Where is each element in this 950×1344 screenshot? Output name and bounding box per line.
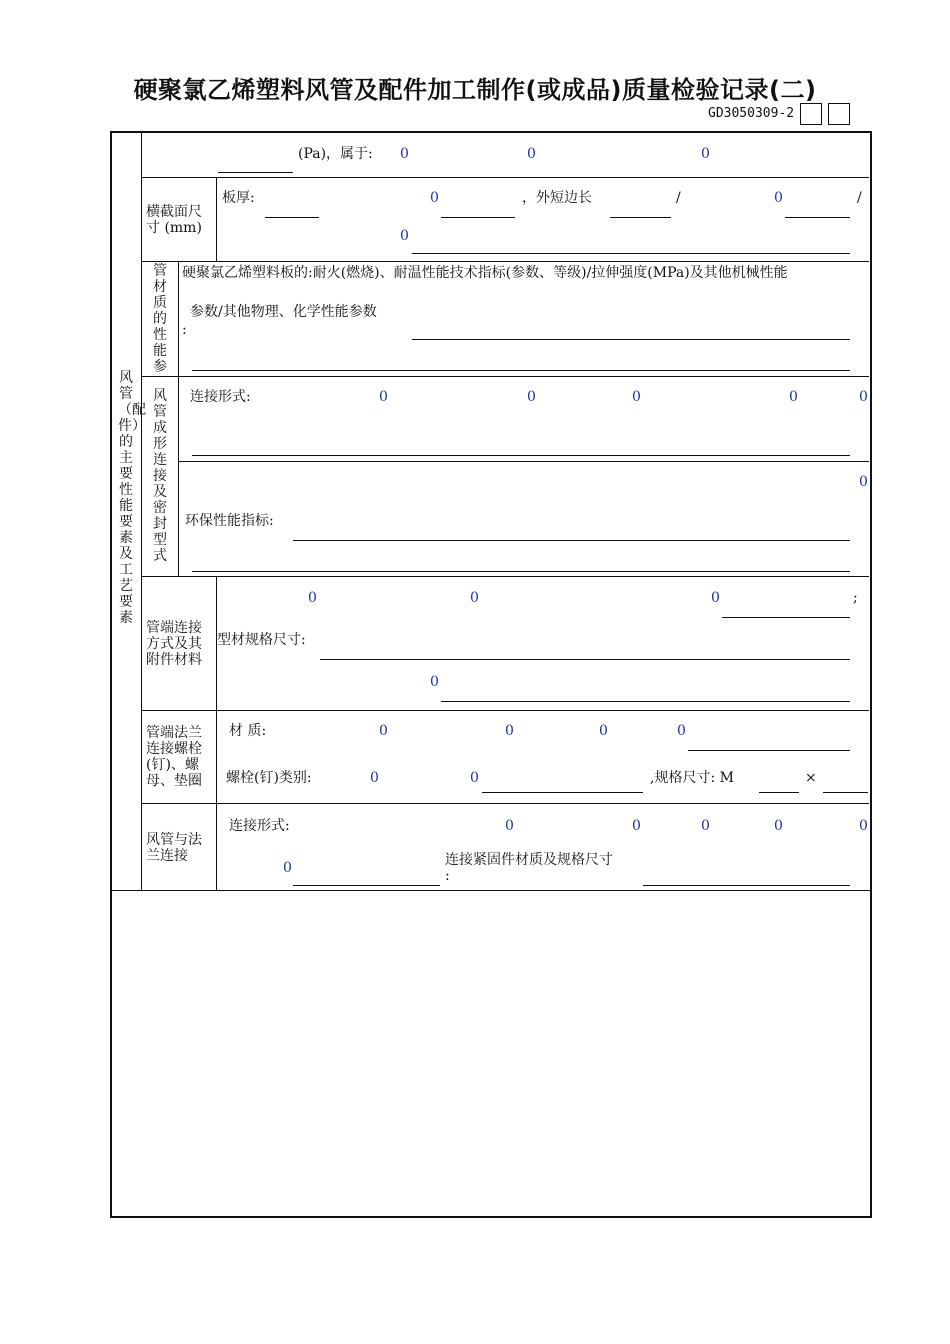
material-text-2: 参数/其他物理、化学性能参数 [190,304,377,320]
col-divider [216,177,217,261]
section-blank[interactable] [785,217,850,218]
section-blank[interactable] [412,253,850,254]
fastener-colon: : [445,868,450,884]
side-column-divider [141,133,142,891]
times-sign: × [805,770,817,786]
pressure-unit-label: (Pa)，属于: [298,146,373,162]
connect-value[interactable]: 0 [632,389,641,405]
end-value[interactable]: 0 [430,674,439,690]
section-value[interactable]: 0 [774,190,783,206]
side-label: 风管（配件）的主要性能要素及工艺要素 [118,370,146,626]
end-value[interactable]: 0 [308,590,317,606]
fastener-blank[interactable] [643,885,850,886]
section-label: 横截面尺寸 (mm) [146,204,202,236]
connect-value[interactable]: 0 [789,389,798,405]
duct-flange-label: 风管与法兰连接 [146,832,202,864]
material-blank[interactable] [192,370,850,371]
duct-connect-value[interactable]: 0 [701,818,710,834]
fastener-label: 连接紧固件材质及规格尺寸 [445,852,613,868]
end-value[interactable]: 0 [470,590,479,606]
duct-connect-value[interactable]: 0 [859,818,868,834]
section-blank[interactable] [441,217,515,218]
row-divider [141,803,869,804]
material-field-label: 材 质: [229,723,267,739]
duct-connect-value[interactable]: 0 [505,818,514,834]
profile-blank[interactable] [320,659,850,660]
flange-material-value[interactable]: 0 [599,723,608,739]
pressure-value[interactable]: 0 [527,146,536,162]
semicolon: ; [853,590,858,606]
duct-connect-value[interactable]: 0 [774,818,783,834]
duct-connect-label: 连接形式: [229,818,290,834]
material-label: 管材质的性能参 [153,263,167,375]
section-bottom-line [110,890,870,891]
col-divider [216,576,217,890]
env-value[interactable]: 0 [859,474,868,490]
thickness-label: 板厚: [222,190,255,206]
profile-label: 型材规格尺寸: [217,632,306,648]
row-divider [141,576,869,577]
env-blank[interactable] [293,540,850,541]
thickness-blank[interactable] [265,217,319,218]
row-divider [141,261,869,262]
connect-form-label: 连接形式: [190,389,251,405]
size-blank[interactable] [759,792,799,793]
bolt-value[interactable]: 0 [470,770,479,786]
short-side-label: ，外短边长 [522,190,592,206]
end-blank[interactable] [722,617,850,618]
connect-blank[interactable] [192,455,850,456]
flange-label: 管端法兰连接螺栓(钉)、螺母、垫圈 [146,725,202,789]
flange-material-value[interactable]: 0 [505,723,514,739]
col-divider [178,261,179,576]
bolt-value[interactable]: 0 [370,770,379,786]
row-divider [141,376,869,377]
material-text: 硬聚氯乙烯塑料板的:耐火(燃烧)、耐温性能技术指标(参数、等级)/拉伸强度(MPa)及其他机械性能 [182,265,788,281]
row-divider [178,461,869,462]
section-value[interactable]: 0 [430,190,439,206]
code-box-2[interactable] [828,103,850,125]
env-label: 环保性能指标: [185,513,274,529]
connect-value[interactable]: 0 [379,389,388,405]
flange-material-value[interactable]: 0 [379,723,388,739]
size-blank[interactable] [823,792,868,793]
pressure-blank[interactable] [218,172,293,173]
pressure-value[interactable]: 0 [701,146,710,162]
end-value[interactable]: 0 [711,590,720,606]
bolt-blank[interactable] [482,792,643,793]
size-label: ,规格尺寸: M [650,770,734,786]
page-title: 硬聚氯乙烯塑料风管及配件加工制作(或成品)质量检验记录(二) [133,76,817,104]
slash: / [857,190,862,206]
forming-label: 风管成形连接及密封型式 [153,388,167,564]
flange-material-value[interactable]: 0 [677,723,686,739]
pressure-value[interactable]: 0 [400,146,409,162]
material-blank[interactable] [412,339,850,340]
connect-value[interactable]: 0 [527,389,536,405]
connect-value[interactable]: 0 [859,389,868,405]
blank-remarks-area[interactable] [113,893,867,1211]
doc-code: GD3050309-2 [708,106,795,121]
material-colon: : [182,322,187,338]
short-side-blank[interactable] [610,217,671,218]
code-box-1[interactable] [800,103,822,125]
row-divider [141,710,869,711]
end-blank[interactable] [441,701,850,702]
end-connect-label: 管端连接方式及其附件材料 [146,620,202,668]
env-blank[interactable] [192,571,850,572]
section-value[interactable]: 0 [400,228,409,244]
flange-material-blank[interactable] [688,750,850,751]
duct-connect-blank[interactable] [293,885,440,886]
duct-connect-value[interactable]: 0 [283,860,292,876]
row-divider [141,177,869,178]
bolt-type-label: 螺栓(钉)类别: [226,770,312,786]
slash: / [676,190,681,206]
duct-connect-value[interactable]: 0 [632,818,641,834]
